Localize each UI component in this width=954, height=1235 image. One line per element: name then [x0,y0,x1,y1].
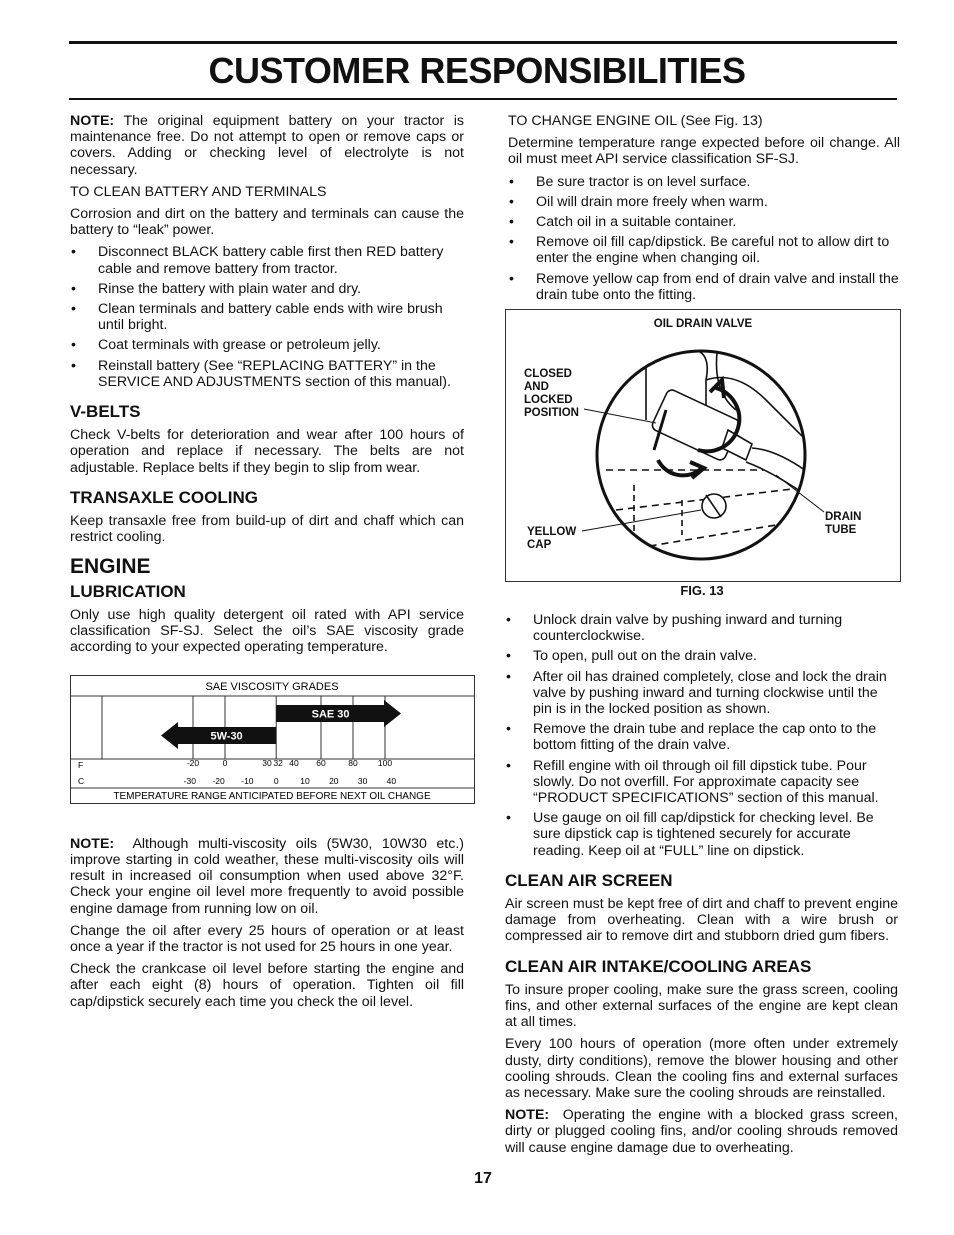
check-oil-text: Check the crankcase oil level before starting the engine and after each eight (8) hours of operation. Tighten oil fill cap/dipstick securely each time you check the oil level. [70,961,464,1010]
oil-drain-valve-figure [505,309,901,582]
oil-change-heading: TO CHANGE ENGINE OIL (See Fig. 13) [508,113,763,129]
list-item: • Clean terminals and battery cable ends with wire brush until bright. [70,301,464,333]
vbelts-text: Check V-belts for deterioration and wear after 100 hours of operation and replace if necessary. The belts are not adjustable. Replace belts if they begin to slip from wear. [70,427,464,476]
c-tick-label: 30 [357,776,368,787]
f-tick-label: 40 [289,758,299,769]
list-item: • After oil has drained completely, close and lock the drain valve by pushing inward and turning clockwise until the pin is in the locked position as shown. [505,669,898,718]
lubrication-text: Only use high quality detergent oil rated with API service classification SF-SJ. Select the oil’s SAE viscosity grade according to your expected operating temperature. [70,606,464,656]
title-underline [69,98,897,100]
c-tick-label: -20 [212,776,225,787]
list-item: • Reinstall battery (See “REPLACING BATTERY” in the SERVICE AND ADJUSTMENTS section of this manual). [70,358,464,390]
label-drain-tube: DRAIN TUBE [825,511,862,536]
chart-xlabel: TEMPERATURE RANGE ANTICIPATED BEFORE NEXT OIL CHANGE [113,791,431,803]
vbelts-heading: V-BELTS [70,402,141,422]
c-tick-label: -10 [241,776,254,787]
list-item: • Disconnect BLACK battery cable first then RED battery cable and remove battery from tractor. [70,244,464,276]
page-title: CUSTOMER RESPONSIBILITIES [208,50,746,91]
list-item: • Coat terminals with grease or petroleum jelly. [70,337,464,353]
battery-steps [70,244,464,390]
left-column [70,113,464,1016]
transaxle-text: Keep transaxle free from build-up of dirt and chaff which can restrict cooling. [70,513,464,546]
viscosity-chart-svg [70,675,475,805]
f-tick-label: 0 [222,758,228,769]
oil-change-intro: Determine temperature range expected before oil change. All oil must meet API service classification SF-SJ. [508,135,900,168]
oil-steps-1 [508,174,900,303]
label-yellow-cap: YELLOW CAP [527,526,577,551]
air-intake-text-2: Every 100 hours of operation (more often under extremely dusty, dirty conditions), remove the blower housing and other cooling shrouds. Clean the cooling fins and external surfaces as necessary. Make sure the cooling shrouds are reinstalled. [505,1036,898,1102]
list-item: • Rinse the battery with plain water and dry. [70,281,464,297]
f-tick-label: 100 [377,758,393,769]
air-screen-text: Air screen must be kept free of dirt and chaff to prevent engine damage from overheating. Clean with a wire brush or compressed air to remove dirt and stubborn dried gum fibers. [505,896,898,945]
viscosity-chart [70,675,475,809]
f-tick-label: 32 [273,758,283,769]
figure-title: OIL DRAIN VALVE [653,318,753,330]
battery-note: NOTE: The original equipment battery on your tractor is maintenance free. Do not attempt to open or remove caps or covers. Adding or checking level of electrolyte is not necessary. [70,113,465,178]
battery-heading: TO CLEAN BATTERY AND TERMINALS [70,183,327,200]
air-intake-heading: CLEAN AIR INTAKE/COOLING AREAS [505,956,812,976]
c-tick-label: -30 [183,776,196,787]
f-tick-label: -20 [186,758,200,769]
f-unit-label: F [78,760,84,771]
c-unit-label: C [78,776,85,787]
list-item: • Oil will drain more freely when warm. [508,194,900,210]
list-item: • Unlock drain valve by pushing inward and turning counterclockwise. [505,612,898,644]
f-tick-label: 60 [316,758,326,769]
transaxle-heading: TRANSAXLE COOLING [70,487,258,507]
right-column-top [508,113,900,309]
battery-intro: Corrosion and dirt on the battery and terminals can cause the battery to “leak” power. [70,206,464,239]
oil-steps-2 [505,612,898,859]
f-tick-label: 30 [262,758,272,769]
air-screen-heading: CLEAN AIR SCREEN [505,870,673,890]
chart-title: SAE VISCOSITY GRADES [205,681,339,694]
list-item: • Remove yellow cap from end of drain valve and install the drain tube onto the fitting. [508,271,900,303]
list-item: • To open, pull out on the drain valve. [505,648,898,664]
chart-series-label: 5W-30 [210,730,243,743]
air-intake-text-1: To insure proper cooling, make sure the grass screen, cooling fins, and other external surfaces of the engine are kept clean at all times. [505,981,898,1031]
c-tick-label: 0 [273,776,279,787]
page-number: 17 [474,1170,492,1187]
list-item: • Refill engine with oil through oil fill dipstick tube. Pour slowly. Do not overfill. For approximate capacity see “PRODUCT SPECIFICATIONS” section of this manual. [505,758,898,807]
list-item: • Catch oil in a suitable container. [508,214,900,230]
cooling-note: NOTE: Operating the engine with a blocked grass screen, dirty or plugged cooling fins, and/or cooling shrouds removed will cause engine damage due to overheating. [505,1107,899,1156]
f-tick-label: 80 [348,758,358,769]
viscosity-note: NOTE: Although multi-viscosity oils (5W30, 10W30 etc.) improve starting in cold weather, these multi-viscosity oils will result in increased oil consumption when used above 32°F. Check your engine oil level more frequently to avoid possible engine damage from running low on oil. [70,835,464,917]
c-tick-label: 10 [300,776,310,787]
chart-series-label: SAE 30 [311,708,350,721]
c-tick-label: 20 [329,776,339,787]
lubrication-heading: LUBRICATION [70,581,186,601]
list-item: • Remove the drain tube and replace the cap onto to the bottom fitting of the drain valve. [505,721,898,753]
list-item: • Be sure tractor is on level surface. [508,174,900,190]
list-item: • Remove oil fill cap/dipstick. Be careful not to allow dirt to enter the engine when changing oil. [508,234,900,266]
engine-heading: ENGINE [70,555,151,579]
top-rule [69,41,897,44]
right-column-bottom [505,612,898,1162]
change-oil-text: Change the oil after every 25 hours of operation or at least once a year if the tractor is not used for 25 hours in one year. [70,922,464,955]
list-item: • Use gauge on oil fill cap/dipstick for checking level. Be sure dipstick cap is tightened securely for accurate reading. Keep oil at “FULL” line on dipstick. [505,810,898,859]
label-closed-locked: CLOSED AND LOCKED POSITION [524,368,579,419]
c-tick-label: 40 [386,776,397,787]
figure-caption: FIG. 13 [680,583,724,598]
